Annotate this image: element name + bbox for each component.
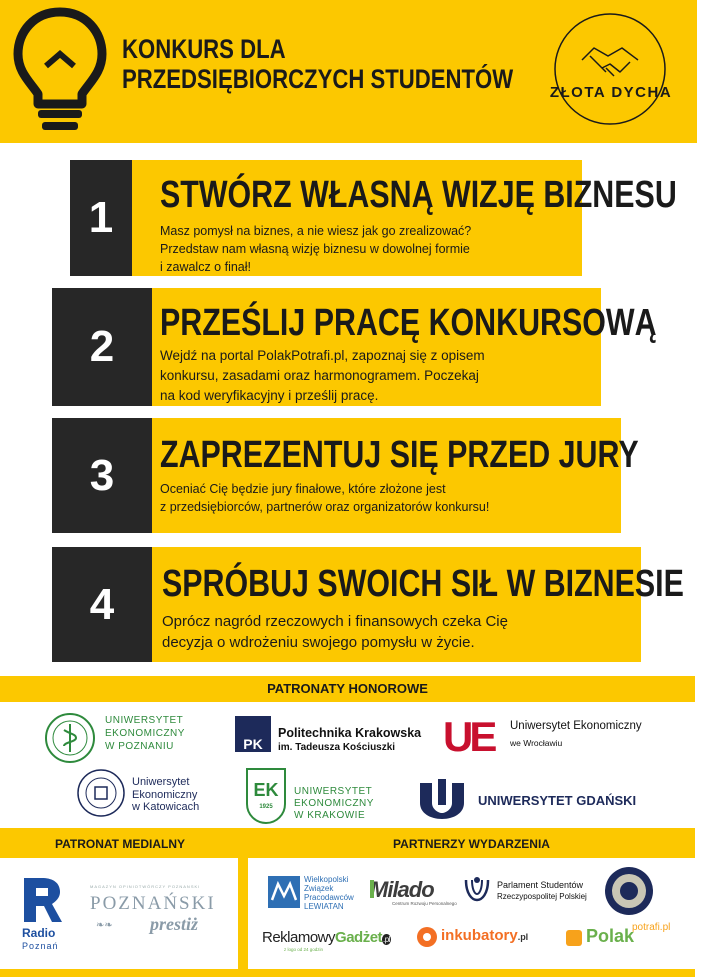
ue-katowice-name: Uniwersytet Ekonomiczny w Katowicach xyxy=(132,776,200,813)
ue-krakow-name: UNIWERSYTET EKONOMICZNY W KRAKOWIE xyxy=(294,786,374,821)
patronaty-heading: PATRONATY HONOROWE xyxy=(0,676,695,702)
inkubatory-name: inkubatory.pl xyxy=(441,927,529,944)
milado-logo: Milado xyxy=(370,877,434,902)
ue-katowice-seal-icon xyxy=(76,768,126,818)
pk-logo: PK xyxy=(235,716,271,752)
inkubatory-logo-icon xyxy=(416,926,438,948)
pk-name: Politechnika Krakowska xyxy=(278,726,422,740)
ue-wroclaw-city: we Wrocławiu xyxy=(510,738,563,748)
radio-city: Poznań xyxy=(22,941,59,951)
media-heading: PATRONAT MEDIALNY xyxy=(0,832,240,856)
psrp-subname: Rzeczypospolitej Polskiej xyxy=(497,892,587,901)
ue-wroclaw-name: Uniwersytet Ekonomiczny xyxy=(510,720,642,732)
milado-subtitle: Centrum Rozwoju Personalnego xyxy=(392,901,457,906)
milado-accent-icon xyxy=(370,880,384,898)
step-number: 4 xyxy=(52,547,152,662)
step-description: Masz pomysł na biznes, a nie wiesz jak go zrealizować? Przedstaw nam własną wizję biznesu w dowolnej formie i zawalcz o finał! xyxy=(160,224,472,274)
ue-poznan-seal-icon xyxy=(44,712,96,764)
radio-name: Radio xyxy=(22,926,56,940)
psrp-logo-icon xyxy=(462,874,492,904)
prestiz-ornament-icon: ❧❧ xyxy=(96,920,113,931)
step-number: 1 xyxy=(70,160,132,276)
step-description: Oceniać Cię będzie jury finałowe, które złożone jest z przedsiębiorców, partnerów oraz organizatorów konkursu! xyxy=(160,482,490,514)
step-1 xyxy=(70,160,677,276)
step-3 xyxy=(52,418,639,533)
step-title: PRZEŚLIJ PRACĘ KONKURSOWĄ xyxy=(160,302,657,344)
prestiz-name: POZNAŃSKI xyxy=(90,893,216,914)
reklamowy-gadzet-logo: ReklamowyGadżet.pl xyxy=(262,929,390,946)
step-description: Wejdź na portal PolakPotrafi.pl, zapoznaj się z opisem konkursu, zasadami oraz harmonogramem. Poczekaj na kod weryfikacyjny i prześlij pracę. xyxy=(160,348,485,403)
step-description: Oprócz nagród rzeczowych i finansowych czeka Cię decyzja o wdrożeniu swojego pomysłu w życie. xyxy=(162,613,508,651)
psrp-name: Parlament Studentów xyxy=(497,880,584,890)
polakpotrafi-icon xyxy=(566,930,582,946)
pk-subname: im. Tadeusza Kościuszki xyxy=(278,742,396,753)
lewiatan-name: Wielkopolski Związek Pracodawców LEWIATAN xyxy=(304,875,354,911)
prestiz-subname: prestiż xyxy=(150,914,199,934)
reklamowy-tagline: z logo od 24 godzin xyxy=(284,947,324,952)
polakpotrafi-name: Polak xyxy=(586,926,635,946)
step-title: SPRÓBUJ SWOICH SIŁ W BIZNESIE xyxy=(162,563,684,605)
lewiatan-logo-icon xyxy=(268,876,300,908)
ue-wroclaw-logo: UE xyxy=(443,713,494,760)
step-title: ZAPREZENTUJ SIĘ PRZED JURY xyxy=(160,434,639,476)
ue-krakow-logo: EK 1925 xyxy=(246,768,286,824)
step-title: STWÓRZ WŁASNĄ WIZJĘ BIZNESU xyxy=(160,174,677,216)
partners-heading: PARTNERZY WYDARZENIA xyxy=(248,832,695,856)
step-4 xyxy=(52,547,684,662)
prestiz-tagline: MAGAZYN OPINIOTWÓRCZY POZNANSKI xyxy=(90,884,201,889)
zlota-dycha-logo xyxy=(530,10,690,128)
club-seal-icon xyxy=(604,866,654,916)
ug-name: UNIWERSYTET GDAŃSKI xyxy=(478,793,637,808)
step-number: 3 xyxy=(52,418,152,533)
ue-poznan-name: UNIWERSYTET EKONOMICZNY W POZNANIU xyxy=(105,715,185,752)
logo-text: ZŁOTA DYCHA xyxy=(549,84,673,101)
radio-poznan-icon xyxy=(22,876,62,924)
polakpotrafi-domain: potrafi.pl xyxy=(632,922,671,933)
step-2 xyxy=(52,288,657,406)
page-title xyxy=(122,34,514,94)
lightbulb-icon xyxy=(12,6,108,134)
step-number: 2 xyxy=(52,288,152,406)
title-line-2: PRZEDSIĘBIORCZYCH STUDENTÓW xyxy=(122,64,514,94)
title-line-1: KONKURS DLA xyxy=(122,34,286,64)
ug-logo-icon xyxy=(418,779,466,819)
